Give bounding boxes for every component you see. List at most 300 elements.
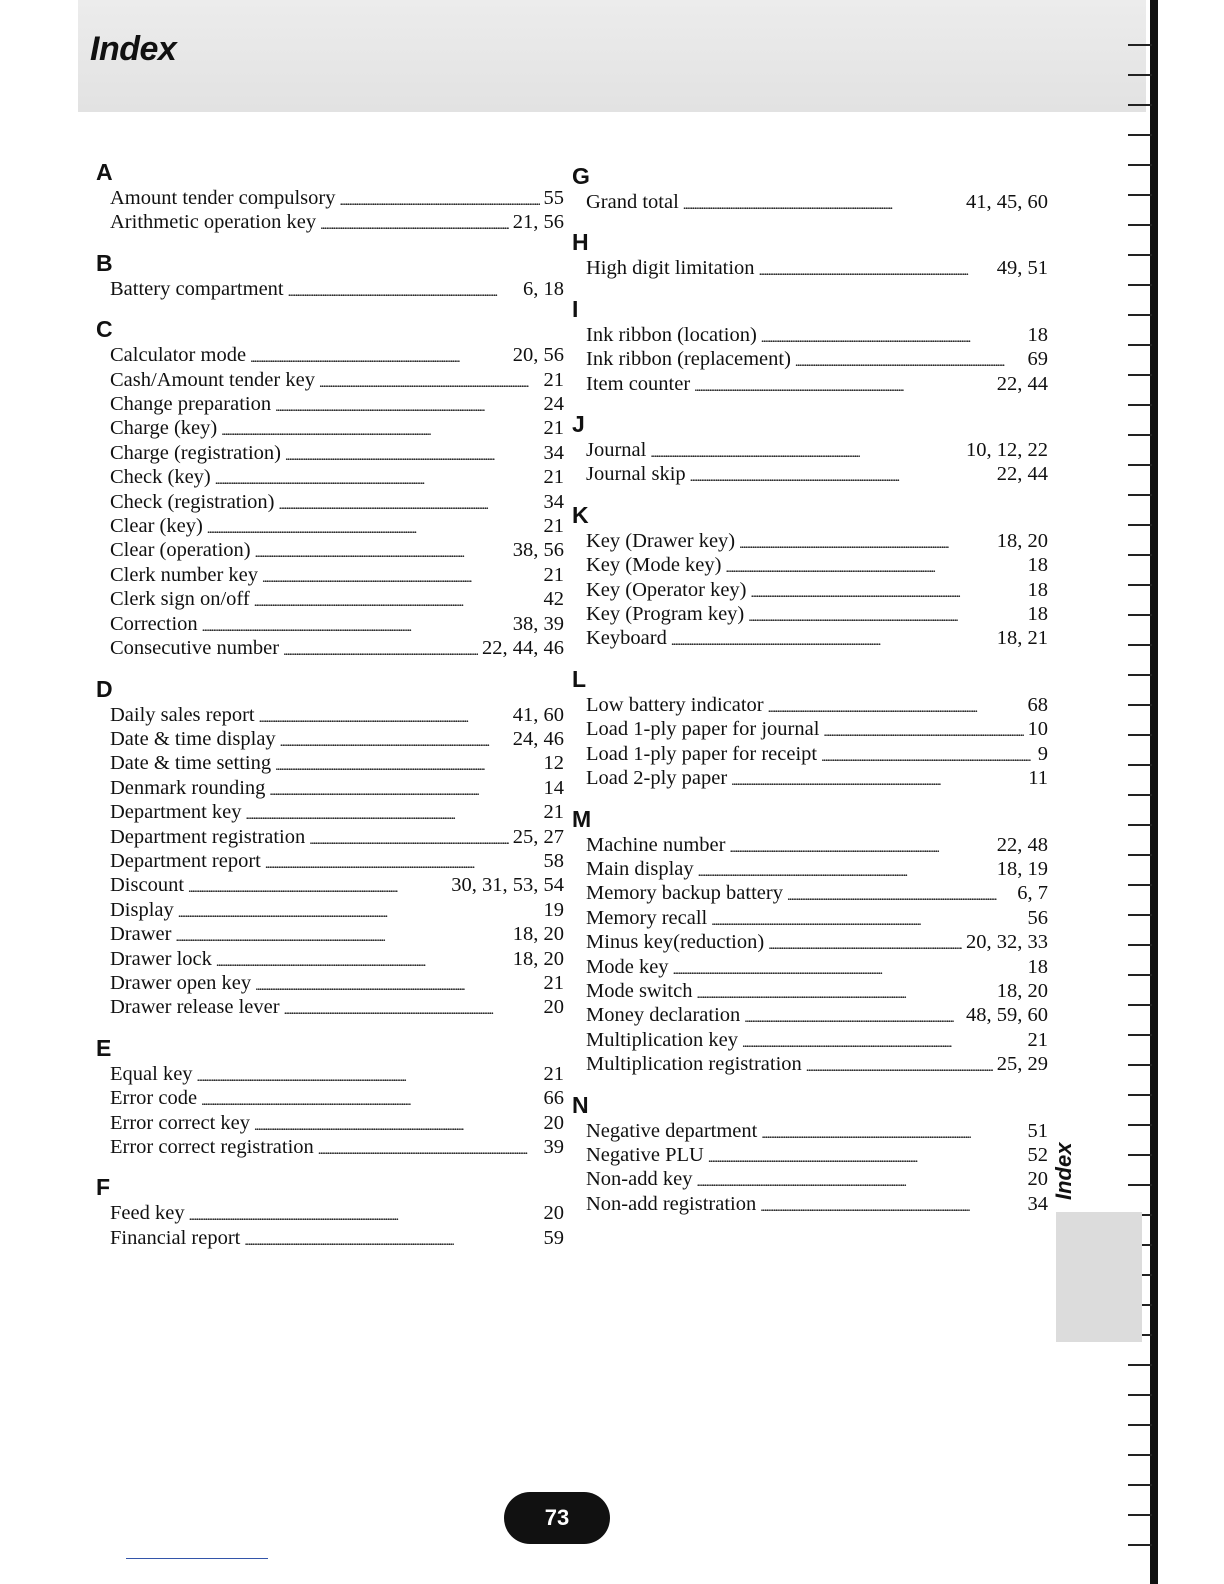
section-letter: L	[572, 665, 587, 692]
entry-term: Journal	[586, 439, 647, 462]
footer-rule	[126, 1558, 268, 1559]
index-entry	[96, 392, 564, 416]
index-entry	[572, 462, 1048, 486]
edge-tick	[1128, 464, 1152, 466]
edge-tick	[1128, 314, 1152, 316]
index-entry	[96, 751, 564, 775]
entry-term: High digit limitation	[586, 257, 755, 280]
entry-pages: 6, 7	[1017, 882, 1048, 905]
entry-pages: 18, 20	[996, 979, 1048, 1002]
section-letter: D	[96, 675, 113, 702]
dot-leader	[216, 948, 509, 968]
page-title: Index	[90, 30, 177, 68]
index-entry	[572, 602, 1048, 626]
index-section-b	[96, 249, 564, 301]
entry-pages: 20	[543, 1202, 564, 1225]
entry-pages: 59	[543, 1226, 564, 1249]
index-entry	[572, 717, 1048, 741]
section-letter: K	[572, 501, 589, 528]
section-letter: M	[572, 805, 592, 832]
index-entry	[96, 343, 564, 367]
entry-term: Grand total	[586, 191, 679, 213]
dot-leader	[748, 603, 1023, 623]
entry-pages: 52	[1027, 1143, 1048, 1166]
index-entry	[572, 1052, 1048, 1076]
dot-leader	[739, 530, 993, 550]
index-entry	[572, 1028, 1048, 1052]
entry-pages: 68	[1027, 693, 1048, 716]
dot-leader	[806, 1053, 993, 1073]
index-section-e	[96, 1034, 564, 1160]
dot-leader	[823, 718, 1023, 738]
dot-leader	[694, 373, 993, 393]
dot-leader	[280, 728, 509, 748]
index-entry	[96, 441, 564, 465]
dot-leader	[207, 515, 540, 535]
entry-term: Mode key	[586, 955, 669, 978]
dot-leader	[221, 417, 539, 437]
entry-pages: 20, 32, 33	[966, 931, 1048, 954]
entry-pages: 18	[1027, 603, 1048, 626]
entry-term: Non-add registration	[586, 1192, 757, 1215]
entry-pages: 22, 44	[996, 463, 1048, 486]
entry-term: Multiplication key	[586, 1028, 739, 1051]
edge-tick	[1128, 1364, 1152, 1366]
dot-leader	[761, 324, 1024, 344]
entry-term: Change preparation	[110, 393, 272, 416]
edge-tick	[1128, 1484, 1152, 1486]
entry-pages: 21	[543, 368, 564, 391]
edge-tick	[1128, 1094, 1152, 1096]
index-entry	[96, 416, 564, 440]
entry-pages: 18	[1027, 955, 1048, 978]
index-entry	[96, 995, 564, 1019]
dot-leader	[246, 801, 540, 821]
entry-term: Main display	[586, 857, 694, 880]
index-entry	[96, 1135, 564, 1159]
dot-leader	[318, 1136, 540, 1156]
entry-pages: 49, 51	[996, 257, 1048, 280]
index-entry	[96, 800, 564, 824]
entry-term: Load 2-ply paper	[586, 767, 728, 790]
edge-tick	[1128, 614, 1152, 616]
entry-pages: 11	[1028, 767, 1048, 790]
entry-pages: 58	[543, 849, 564, 872]
index-entry	[96, 636, 564, 660]
edge-tick	[1128, 824, 1152, 826]
entry-pages: 34	[543, 490, 564, 513]
entry-term: Load 1-ply paper for receipt	[586, 742, 818, 765]
index-entry	[96, 1226, 564, 1250]
dot-leader	[768, 694, 1024, 714]
edge-tick	[1128, 854, 1152, 856]
dot-leader	[254, 588, 540, 608]
index-entry	[96, 186, 564, 210]
entry-pages: 6, 18	[523, 277, 564, 300]
edge-tick	[1128, 554, 1152, 556]
index-entry	[572, 881, 1048, 905]
edge-tick	[1128, 134, 1152, 136]
dot-leader	[189, 1202, 540, 1222]
entry-term: Keyboard	[586, 627, 667, 650]
entry-pages: 20, 56	[512, 344, 564, 367]
dot-leader	[255, 539, 509, 559]
dot-leader	[696, 980, 992, 1000]
entry-term: Drawer open key	[110, 971, 252, 994]
entry-pages: 39	[543, 1136, 564, 1158]
entry-pages: 55	[543, 187, 564, 209]
index-entry	[572, 742, 1048, 766]
side-tab	[1056, 1212, 1142, 1342]
dot-leader	[761, 1120, 1023, 1140]
index-entry	[572, 256, 1048, 280]
index-entry	[572, 1167, 1048, 1191]
index-section-i	[572, 295, 1048, 396]
index-entry	[572, 1119, 1048, 1143]
entry-term: Machine number	[586, 833, 726, 856]
entry-pages: 51	[1027, 1119, 1048, 1142]
index-entry	[96, 1086, 564, 1110]
index-entry	[572, 438, 1048, 462]
index-section-g	[572, 162, 1048, 214]
edge-tick	[1128, 164, 1152, 166]
dot-leader	[759, 257, 993, 277]
index-entry	[572, 955, 1048, 979]
entry-term: Clerk sign on/off	[110, 588, 250, 611]
entry-pages: 9	[1037, 742, 1048, 765]
index-entry	[572, 347, 1048, 371]
section-letter: N	[572, 1091, 589, 1118]
index-entry	[96, 727, 564, 751]
entry-term: Clear (operation)	[110, 539, 251, 562]
edge-tick	[1128, 734, 1152, 736]
entry-term: Non-add key	[586, 1168, 693, 1191]
dot-leader	[175, 923, 508, 943]
index-entry	[96, 465, 564, 489]
index-entry	[96, 490, 564, 514]
entry-term: Multiplication registration	[586, 1053, 802, 1076]
entry-pages: 34	[1027, 1192, 1048, 1215]
dot-leader	[254, 1112, 540, 1132]
entry-pages: 12	[543, 752, 564, 775]
entry-pages: 21	[1027, 1028, 1048, 1051]
edge-tick	[1128, 524, 1152, 526]
entry-pages: 21	[543, 971, 564, 994]
section-letter: A	[96, 159, 113, 185]
edge-tick	[1128, 944, 1152, 946]
entry-term: Low battery indicator	[586, 693, 764, 716]
index-entry	[572, 372, 1048, 396]
edge-tick	[1128, 1394, 1152, 1396]
index-entry	[96, 776, 564, 800]
entry-pages: 10, 12, 22	[966, 439, 1048, 462]
entry-pages: 18, 19	[996, 857, 1048, 880]
entry-term: Department registration	[110, 825, 306, 848]
entry-pages: 34	[543, 441, 564, 464]
index-entry	[96, 922, 564, 946]
dot-leader	[283, 637, 478, 657]
entry-term: Arithmetic operation key	[110, 211, 317, 234]
entry-pages: 24, 46	[512, 727, 564, 750]
index-entry	[96, 1111, 564, 1135]
index-section-d	[96, 675, 564, 1020]
index-entry	[572, 766, 1048, 790]
dot-leader	[711, 907, 1023, 927]
dot-leader	[339, 187, 539, 207]
edge-tick	[1128, 884, 1152, 886]
index-entry	[96, 1062, 564, 1086]
edge-tick	[1128, 764, 1152, 766]
index-entry	[572, 626, 1048, 650]
dot-leader	[320, 211, 509, 231]
entry-pages: 20	[1027, 1168, 1048, 1191]
index-entry	[572, 833, 1048, 857]
dot-leader	[673, 956, 1024, 976]
entry-pages: 21	[543, 417, 564, 440]
entry-pages: 18	[1027, 554, 1048, 577]
entry-term: Clear (key)	[110, 515, 203, 538]
dot-leader	[698, 858, 993, 878]
edge-tick	[1128, 284, 1152, 286]
entry-pages: 20	[543, 1111, 564, 1134]
entry-term: Date & time setting	[110, 752, 272, 775]
edge-tick	[1128, 494, 1152, 496]
entry-term: Negative department	[586, 1119, 758, 1142]
edge-tick	[1128, 644, 1152, 646]
entry-term: Error correct key	[110, 1111, 250, 1134]
index-entry	[96, 587, 564, 611]
section-letter: E	[96, 1034, 112, 1061]
edge-tick	[1128, 254, 1152, 256]
index-column-right	[572, 162, 1048, 1216]
dot-leader	[250, 344, 509, 364]
entry-pages: 22, 48	[996, 833, 1048, 856]
page-edge-rule	[1150, 0, 1158, 1584]
dot-leader	[279, 491, 540, 511]
index-section-n	[572, 1091, 1048, 1217]
entry-term: Error code	[110, 1087, 198, 1110]
entry-term: Drawer	[110, 923, 172, 946]
dot-leader	[259, 704, 509, 724]
edge-tick	[1128, 1544, 1152, 1546]
entry-term: Date & time display	[110, 727, 276, 750]
edge-tick	[1128, 1124, 1152, 1126]
edge-tick	[1128, 1154, 1152, 1156]
dot-leader	[269, 777, 539, 797]
page-number: 73	[504, 1492, 610, 1544]
dot-leader	[319, 369, 540, 389]
entry-term: Daily sales report	[110, 703, 255, 726]
index-entry	[96, 849, 564, 873]
index-entry	[96, 612, 564, 636]
edge-tick	[1128, 344, 1152, 346]
entry-pages: 18, 21	[996, 627, 1048, 650]
entry-pages: 21	[543, 466, 564, 489]
entry-pages: 21	[543, 1062, 564, 1085]
entry-pages: 41, 60	[512, 703, 564, 726]
entry-pages: 42	[543, 588, 564, 611]
entry-term: Key (Program key)	[586, 603, 745, 626]
dot-leader	[795, 348, 1024, 368]
entry-term: Battery compartment	[110, 277, 284, 300]
section-letter: I	[572, 295, 579, 322]
dot-leader	[690, 463, 993, 483]
index-entry	[96, 873, 564, 897]
entry-pages: 18, 20	[996, 529, 1048, 552]
entry-pages: 38, 56	[512, 539, 564, 562]
dot-leader	[821, 743, 1034, 763]
edge-tick	[1128, 104, 1152, 106]
index-entry	[96, 703, 564, 727]
index-section-j	[572, 410, 1048, 487]
edge-tick	[1128, 1184, 1152, 1186]
entry-term: Key (Drawer key)	[586, 529, 736, 552]
entry-term: Denmark rounding	[110, 776, 266, 799]
index-entry	[572, 906, 1048, 930]
dot-leader	[787, 882, 1013, 902]
entry-term: Ink ribbon (replacement)	[586, 348, 791, 371]
index-section-k	[572, 501, 1048, 651]
section-letter: H	[572, 229, 589, 256]
entry-term: Charge (registration)	[110, 441, 281, 464]
dot-leader	[696, 1168, 1023, 1188]
section-letter: C	[96, 316, 113, 343]
entry-term: Display	[110, 898, 174, 921]
entry-pages: 18, 20	[512, 923, 564, 946]
entry-pages: 14	[543, 776, 564, 799]
entry-pages: 20	[543, 996, 564, 1019]
entry-term: Mode switch	[586, 979, 693, 1002]
entry-pages: 22, 44, 46	[482, 637, 564, 660]
side-tab-label: Index	[1051, 1142, 1076, 1200]
dot-leader	[275, 393, 539, 413]
index-entry	[572, 1192, 1048, 1216]
entry-pages: 30, 31, 53, 54	[451, 874, 564, 897]
entry-pages: 66	[543, 1087, 564, 1110]
dot-leader	[683, 191, 962, 211]
entry-term: Financial report	[110, 1226, 241, 1249]
dot-leader	[244, 1227, 539, 1247]
edge-tick	[1128, 794, 1152, 796]
edge-tick	[1128, 374, 1152, 376]
edge-tick	[1128, 434, 1152, 436]
entry-term: Key (Operator key)	[586, 578, 747, 601]
entry-pages: 21	[543, 801, 564, 824]
entry-pages: 41, 45, 60	[966, 191, 1048, 213]
entry-term: Ink ribbon (location)	[586, 323, 757, 346]
dot-leader	[197, 1063, 540, 1083]
dot-leader	[188, 874, 447, 894]
entry-term: Feed key	[110, 1202, 185, 1225]
index-entry	[572, 578, 1048, 602]
entry-pages: 21	[543, 515, 564, 538]
dot-leader	[265, 850, 540, 870]
index-entry	[572, 857, 1048, 881]
edge-tick	[1128, 674, 1152, 676]
dot-leader	[288, 278, 519, 298]
index-entry	[572, 553, 1048, 577]
entry-term: Error correct registration	[110, 1136, 314, 1158]
dot-leader	[285, 442, 540, 462]
index-entry	[572, 323, 1048, 347]
edge-tick	[1128, 194, 1152, 196]
entry-pages: 21	[543, 563, 564, 586]
entry-term: Department key	[110, 801, 242, 824]
index-section-a	[96, 158, 564, 235]
index-section-c	[96, 315, 564, 660]
index-entry	[572, 930, 1048, 954]
index-entry	[572, 190, 1048, 214]
entry-pages: 18	[1027, 323, 1048, 346]
edge-tick	[1128, 914, 1152, 916]
index-column-left	[96, 158, 564, 1250]
edge-tick	[1128, 1064, 1152, 1066]
entry-term: Cash/Amount tender key	[110, 368, 315, 391]
index-entry	[572, 1143, 1048, 1167]
entry-pages: 38, 39	[512, 612, 564, 635]
entry-term: Key (Mode key)	[586, 554, 722, 577]
edge-tick	[1128, 974, 1152, 976]
entry-term: Money declaration	[586, 1004, 741, 1027]
index-entry	[572, 1003, 1048, 1027]
entry-term: Negative PLU	[586, 1143, 704, 1166]
index-entry	[96, 563, 564, 587]
entry-term: Charge (key)	[110, 417, 218, 440]
entry-pages: 25, 29	[996, 1053, 1048, 1076]
dot-leader	[650, 439, 962, 459]
dot-leader	[760, 1193, 1023, 1213]
index-section-f	[96, 1173, 564, 1250]
dot-leader	[708, 1144, 1024, 1164]
section-letter: J	[572, 411, 585, 438]
entry-term: Department report	[110, 849, 261, 872]
dot-leader	[742, 1029, 1023, 1049]
entry-term: Memory recall	[586, 906, 708, 929]
entry-pages: 48, 59, 60	[966, 1004, 1048, 1027]
dot-leader	[255, 972, 539, 992]
index-entry	[96, 368, 564, 392]
entry-term: Check (registration)	[110, 490, 275, 513]
header-band	[78, 0, 1146, 112]
entry-term: Drawer release lever	[110, 996, 280, 1019]
edge-tick	[1128, 1034, 1152, 1036]
entry-term: Item counter	[586, 372, 691, 395]
dot-leader	[729, 834, 992, 854]
entry-pages: 18	[1027, 578, 1048, 601]
edge-tick	[1128, 704, 1152, 706]
entry-pages: 56	[1027, 906, 1048, 929]
index-section-l	[572, 665, 1048, 791]
entry-pages: 69	[1027, 348, 1048, 371]
dot-leader	[284, 996, 540, 1016]
dot-leader	[215, 466, 540, 486]
dot-leader	[751, 579, 1024, 599]
edge-tick	[1128, 584, 1152, 586]
entry-term: Equal key	[110, 1062, 193, 1085]
dot-leader	[671, 627, 993, 647]
dot-leader	[731, 767, 1024, 787]
index-entry	[96, 210, 564, 234]
entry-pages: 21, 56	[512, 211, 564, 234]
index-section-h	[572, 228, 1048, 280]
index-entry	[96, 514, 564, 538]
entry-term: Amount tender compulsory	[110, 187, 336, 209]
dot-leader	[725, 554, 1023, 574]
dot-leader	[744, 1004, 962, 1024]
dot-leader	[178, 899, 540, 919]
edge-tick	[1128, 1004, 1152, 1006]
entry-term: Journal skip	[586, 463, 686, 486]
